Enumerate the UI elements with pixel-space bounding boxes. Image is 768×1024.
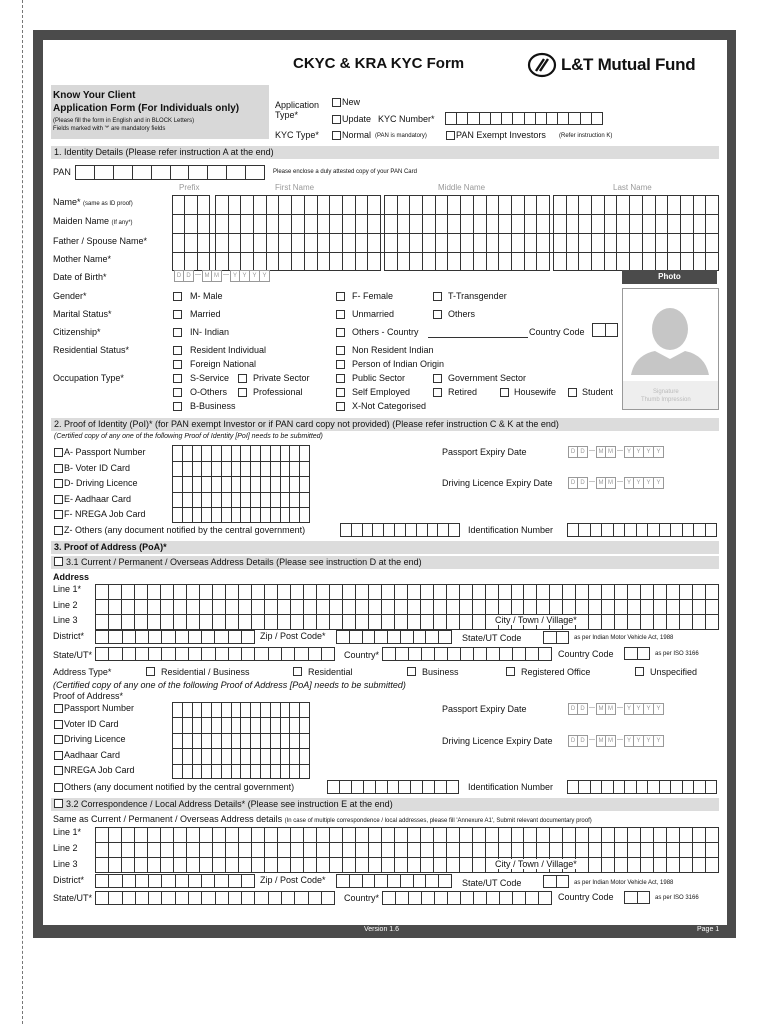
zip-input[interactable] xyxy=(336,630,452,644)
marital-others-checkbox[interactable] xyxy=(433,310,442,319)
correspondence-header: 3.2 Correspondence / Local Address Details* (Please see instruction E at the end) xyxy=(51,798,719,811)
poa-aadhaar-checkbox[interactable] xyxy=(54,751,63,760)
current-address-checkbox[interactable] xyxy=(54,557,63,566)
female-label: F- Female xyxy=(352,291,394,301)
corr-city-label: City / Town / Village* xyxy=(495,859,577,869)
father-label: Father / Spouse Name* xyxy=(53,236,148,246)
mv-act-note: as per Indian Motor Vehicle Act, 1988 xyxy=(574,635,674,641)
kyc-mandatory-note: Fields marked with '*' are mandatory fields xyxy=(53,126,166,132)
poi-passport-checkbox[interactable] xyxy=(54,448,63,457)
normal-label: Normal xyxy=(342,130,372,140)
corr-country-input[interactable] xyxy=(382,891,552,905)
self-employed-label: Self Employed xyxy=(352,387,411,397)
citizenship-label: Citizenship* xyxy=(53,327,101,337)
poi-number-grid[interactable] xyxy=(172,445,310,523)
pan-label: PAN xyxy=(53,167,71,177)
indian-label: IN- Indian xyxy=(190,327,230,337)
row-divider xyxy=(172,252,719,253)
corr-country-code-input[interactable] xyxy=(624,891,650,904)
poa-dl-expiry-label: Driving Licence Expiry Date xyxy=(442,736,553,746)
poi-id-number-label: Identification Number xyxy=(468,525,554,535)
public-label: Public Sector xyxy=(352,373,406,383)
res-bus-checkbox[interactable] xyxy=(146,667,155,676)
poi-voter-label: B- Voter ID Card xyxy=(64,463,131,473)
nri-label: Non Resident Indian xyxy=(352,345,434,355)
poa-voter-checkbox[interactable] xyxy=(54,720,63,729)
country-input[interactable] xyxy=(382,647,552,661)
corr-iso-note: as per ISO 3166 xyxy=(655,895,699,901)
private-label: Private Sector xyxy=(253,373,310,383)
state-label: State/UT* xyxy=(53,650,93,660)
poi-others-input[interactable] xyxy=(340,523,460,537)
pio-checkbox[interactable] xyxy=(336,360,345,369)
identity-section-header: 1. Identity Details (Please refer instruction A at the end) xyxy=(51,146,719,159)
dob-input[interactable]: D D — M M — Y Y Y Y xyxy=(174,270,270,282)
poa-number-grid[interactable] xyxy=(172,702,310,779)
row-divider xyxy=(95,842,719,843)
transgender-checkbox[interactable] xyxy=(433,292,442,301)
brand-name: L&T Mutual Fund xyxy=(561,55,696,74)
poa-nrega-label: NREGA Job Card xyxy=(64,765,135,775)
corr-line1-label: Line 1* xyxy=(53,827,82,837)
poa-dl-label: Driving Licence xyxy=(64,734,126,744)
poi-dl-label: D- Driving Licence xyxy=(64,478,138,488)
other-country-field[interactable] xyxy=(428,337,528,338)
govt-label: Government Sector xyxy=(448,373,527,383)
kyc-number-input[interactable] xyxy=(445,112,603,125)
new-label: New xyxy=(342,97,361,107)
s-service-label: S-Service xyxy=(190,373,230,383)
kyc-number-label: KYC Number* xyxy=(378,114,435,124)
x-not-checkbox[interactable] xyxy=(336,402,345,411)
row-divider xyxy=(95,614,719,615)
foreign-checkbox[interactable] xyxy=(173,360,182,369)
poa-others-input[interactable] xyxy=(327,780,459,794)
row-divider xyxy=(172,233,719,234)
b-business-checkbox[interactable] xyxy=(173,402,182,411)
poa-aadhaar-label: Aadhaar Card xyxy=(64,750,121,760)
country-label: Country* xyxy=(344,650,380,660)
poi-section-header: 2. Proof of Identity (PoI)* (for PAN exempt Investor or if PAN card copy not provided) (Please refer instruction C & K at the end) xyxy=(51,418,719,431)
residential-label: Residential xyxy=(308,667,353,677)
line1-label: Line 1* xyxy=(53,584,82,594)
pio-label: Person of Indian Origin xyxy=(352,359,445,369)
form-title: CKYC & KRA KYC Form xyxy=(293,55,465,72)
country-code-input[interactable] xyxy=(592,323,618,337)
female-checkbox[interactable] xyxy=(336,292,345,301)
thumb-note: Thumb Impression xyxy=(641,397,691,403)
district-label: District* xyxy=(53,631,84,641)
gender-label: Gender* xyxy=(53,291,87,301)
row-divider xyxy=(172,476,310,477)
poa-passport-expiry-input[interactable]: D D — M M — Y Y Y Y xyxy=(568,703,664,715)
poi-nrega-checkbox[interactable] xyxy=(54,510,63,519)
col-middle-name: Middle Name xyxy=(438,183,486,192)
corr-district-input[interactable] xyxy=(95,874,255,888)
business-checkbox[interactable] xyxy=(407,667,416,676)
student-label: Student xyxy=(582,387,614,397)
poa-cert-note: (Certified copy of any one of the following Proof of Address [PoA] needs to be submitted) xyxy=(53,680,406,690)
district-input[interactable] xyxy=(95,630,255,644)
app-type-label-2: Type* xyxy=(275,110,299,120)
poi-others-label: Z- Others (any document notified by the central government) xyxy=(64,525,306,535)
corr-address-grid[interactable] xyxy=(95,827,719,873)
poa-id-number-label: Identification Number xyxy=(468,782,554,792)
unmarried-checkbox[interactable] xyxy=(336,310,345,319)
b-business-label: B-Business xyxy=(190,401,236,411)
foreign-label: Foreign National xyxy=(190,359,257,369)
professional-label: Professional xyxy=(253,387,303,397)
transgender-label: T-Transgender xyxy=(448,291,507,301)
poa-section-header: 3. Proof of Address (PoA)* xyxy=(51,541,719,554)
row-divider xyxy=(95,599,719,600)
poi-cert-note: (Certified copy of any one of the following Proof of Identity [PoI] needs to be submitted) xyxy=(54,433,323,440)
country-code-input-2[interactable] xyxy=(624,647,650,660)
married-checkbox[interactable] xyxy=(173,310,182,319)
o-others-checkbox[interactable] xyxy=(173,388,182,397)
male-checkbox[interactable] xyxy=(173,292,182,301)
poa-id-number-input[interactable] xyxy=(567,780,717,794)
maiden-label: Maiden Name (If any*) xyxy=(53,216,133,226)
lt-logo-icon xyxy=(527,52,557,78)
corr-district-label: District* xyxy=(53,875,84,885)
row-divider xyxy=(172,717,310,718)
poa-label: Proof of Address* xyxy=(53,691,124,701)
pan-exempt-checkbox[interactable] xyxy=(446,131,455,140)
private-checkbox[interactable] xyxy=(238,374,247,383)
pan-exempt-note: (Refer instruction K) xyxy=(559,133,613,139)
country-code-label-2: Country Code xyxy=(558,649,614,659)
state-input[interactable] xyxy=(95,647,335,661)
occupation-label: Occupation Type* xyxy=(53,373,124,383)
poi-nrega-label: F- NREGA Job Card xyxy=(64,509,146,519)
self-employed-checkbox[interactable] xyxy=(336,388,345,397)
iso-note: as per ISO 3166 xyxy=(655,651,699,657)
col-last-name: Last Name xyxy=(613,183,652,192)
poa-passport-checkbox[interactable] xyxy=(54,704,63,713)
cut-line xyxy=(22,0,23,1024)
housewife-label: Housewife xyxy=(514,387,557,397)
poi-passport-expiry-input[interactable]: D D — M M — Y Y Y Y xyxy=(568,446,664,458)
corr-state-input[interactable] xyxy=(95,891,335,905)
same-as-label: Same as Current / Permanent / Overseas Address details (In case of multiple correspondence / local addresses, please fill 'Annexure A1', Submit relevant documentary proof) xyxy=(53,814,592,824)
res-bus-label: Residential / Business xyxy=(161,667,250,677)
corr-country-label: Country* xyxy=(344,893,380,903)
s-service-checkbox[interactable] xyxy=(173,374,182,383)
public-checkbox[interactable] xyxy=(336,374,345,383)
line2-label: Line 2 xyxy=(53,600,78,610)
poi-passport-expiry-label: Passport Expiry Date xyxy=(442,447,527,457)
x-not-label: X-Not Categorised xyxy=(352,401,427,411)
app-type-label: Application xyxy=(275,100,320,110)
normal-note: (PAN is mandatory) xyxy=(375,133,427,139)
corr-country-code-label: Country Code xyxy=(558,892,614,902)
corr-line3-label: Line 3 xyxy=(53,859,78,869)
other-country-checkbox[interactable] xyxy=(336,328,345,337)
row-divider xyxy=(95,857,719,858)
corr-line2-label: Line 2 xyxy=(53,843,78,853)
govt-checkbox[interactable] xyxy=(433,374,442,383)
poi-dl-expiry-input[interactable]: D D — M M — Y Y Y Y xyxy=(568,477,664,489)
col-prefix: Prefix xyxy=(179,183,200,192)
state-code-label: State/UT Code xyxy=(462,633,522,643)
poa-passport-label: Passport Number xyxy=(64,703,135,713)
update-checkbox[interactable] xyxy=(332,115,341,124)
poa-others-label: Others (any document notified by the central government) xyxy=(64,782,295,792)
kyc-type-label: KYC Type* xyxy=(275,130,319,140)
student-checkbox[interactable] xyxy=(568,388,577,397)
married-label: Married xyxy=(190,309,221,319)
resident-checkbox[interactable] xyxy=(173,346,182,355)
dob-label: Date of Birth* xyxy=(53,272,107,282)
address-type-label: Address Type* xyxy=(53,667,112,677)
unmarried-label: Unmarried xyxy=(352,309,395,319)
maiden-note: (If any*) xyxy=(111,220,133,226)
resident-label: Resident Individual xyxy=(190,345,267,355)
corr-state-code-input[interactable] xyxy=(543,875,569,888)
poi-passport-label: A- Passport Number xyxy=(64,447,146,457)
kyc-subheading: Application Form (For Individuals only) xyxy=(53,103,240,114)
page-number: Page 1 xyxy=(697,926,720,933)
poa-nrega-checkbox[interactable] xyxy=(54,766,63,775)
form-sheet xyxy=(43,40,727,925)
row-divider xyxy=(172,748,310,749)
row-divider xyxy=(172,214,719,215)
row-divider xyxy=(172,492,310,493)
row-divider xyxy=(172,507,310,508)
marital-label: Marital Status* xyxy=(53,309,112,319)
address-heading: Address xyxy=(53,572,90,582)
housewife-checkbox[interactable] xyxy=(500,388,509,397)
col-first-name: First Name xyxy=(275,183,315,192)
other-country-label: Others - Country xyxy=(352,327,419,337)
current-address-header: 3.1 Current / Permanent / Overseas Address Details (Please see instruction D at the end) xyxy=(51,556,719,569)
signature-note: Signature xyxy=(653,389,679,395)
unspecified-label: Unspecified xyxy=(650,667,698,677)
row-divider xyxy=(172,461,310,462)
unspecified-checkbox[interactable] xyxy=(635,667,644,676)
photo-box[interactable] xyxy=(622,288,719,410)
business-label: Business xyxy=(422,667,459,677)
nri-checkbox[interactable] xyxy=(336,346,345,355)
male-label: M- Male xyxy=(190,291,223,301)
poi-dl-expiry-label: Driving Licence Expiry Date xyxy=(442,478,553,488)
poa-dl-expiry-input[interactable]: D D — M M — Y Y Y Y xyxy=(568,735,664,747)
row-divider xyxy=(172,764,310,765)
country-code-label: Country Code xyxy=(529,327,585,337)
same-as-note: (In case of multiple correspondence / local addresses, please fill 'Annexure A1', Submit relevant documentary proof) xyxy=(284,818,592,824)
corr-mv-act-note: as per Indian Motor Vehicle Act, 1988 xyxy=(574,880,674,886)
address-lines-grid[interactable] xyxy=(95,584,719,630)
poa-passport-expiry-label: Passport Expiry Date xyxy=(442,704,527,714)
reg-office-checkbox[interactable] xyxy=(506,667,515,676)
poa-voter-label: Voter ID Card xyxy=(64,719,119,729)
poa-dl-checkbox[interactable] xyxy=(54,735,63,744)
city-label: City / Town / Village* xyxy=(495,615,577,625)
indian-checkbox[interactable] xyxy=(173,328,182,337)
state-code-input[interactable] xyxy=(543,631,569,644)
kyc-note: (Please fill the form in English and in BLOCK Letters) xyxy=(53,118,195,124)
mother-label: Mother Name* xyxy=(53,254,112,264)
new-checkbox[interactable] xyxy=(332,98,341,107)
poi-voter-checkbox[interactable] xyxy=(54,464,63,473)
name-note: (same as ID proof) xyxy=(83,201,133,207)
corr-state-code-label: State/UT Code xyxy=(462,878,522,888)
residential-status-label: Residential Status* xyxy=(53,345,130,355)
marital-others-label: Others xyxy=(448,309,476,319)
correspondence-checkbox[interactable] xyxy=(54,799,63,808)
residential-checkbox[interactable] xyxy=(293,667,302,676)
poi-aadhaar-checkbox[interactable] xyxy=(54,495,63,504)
poi-id-number-input[interactable] xyxy=(567,523,717,537)
poa-others-checkbox[interactable] xyxy=(54,783,63,792)
poi-dl-checkbox[interactable] xyxy=(54,479,63,488)
corr-zip-input[interactable] xyxy=(336,874,452,888)
poi-others-checkbox[interactable] xyxy=(54,526,63,535)
line3-label: Line 3 xyxy=(53,615,78,625)
normal-checkbox[interactable] xyxy=(332,131,341,140)
version-label: Version 1.6 xyxy=(364,926,400,933)
pan-input[interactable] xyxy=(75,165,265,180)
corr-state-label: State/UT* xyxy=(53,893,93,903)
photo-header: Photo xyxy=(622,270,717,284)
professional-checkbox[interactable] xyxy=(238,388,247,397)
corr-zip-label: Zip / Post Code* xyxy=(260,875,326,885)
name-label: Name* (same as ID proof) xyxy=(53,197,133,207)
update-label: Update xyxy=(342,114,372,124)
retired-label: Retired xyxy=(448,387,478,397)
poi-aadhaar-label: E- Aadhaar Card xyxy=(64,494,132,504)
zip-label: Zip / Post Code* xyxy=(260,631,326,641)
retired-checkbox[interactable] xyxy=(433,388,442,397)
kyc-heading: Know Your Client xyxy=(53,90,136,101)
pan-note: Please enclose a duly attested copy of your PAN Card xyxy=(273,169,417,175)
row-divider xyxy=(172,733,310,734)
reg-office-label: Registered Office xyxy=(521,667,591,677)
pan-exempt-label: PAN Exempt Investors xyxy=(456,130,546,140)
o-others-label: O-Others xyxy=(190,387,228,397)
